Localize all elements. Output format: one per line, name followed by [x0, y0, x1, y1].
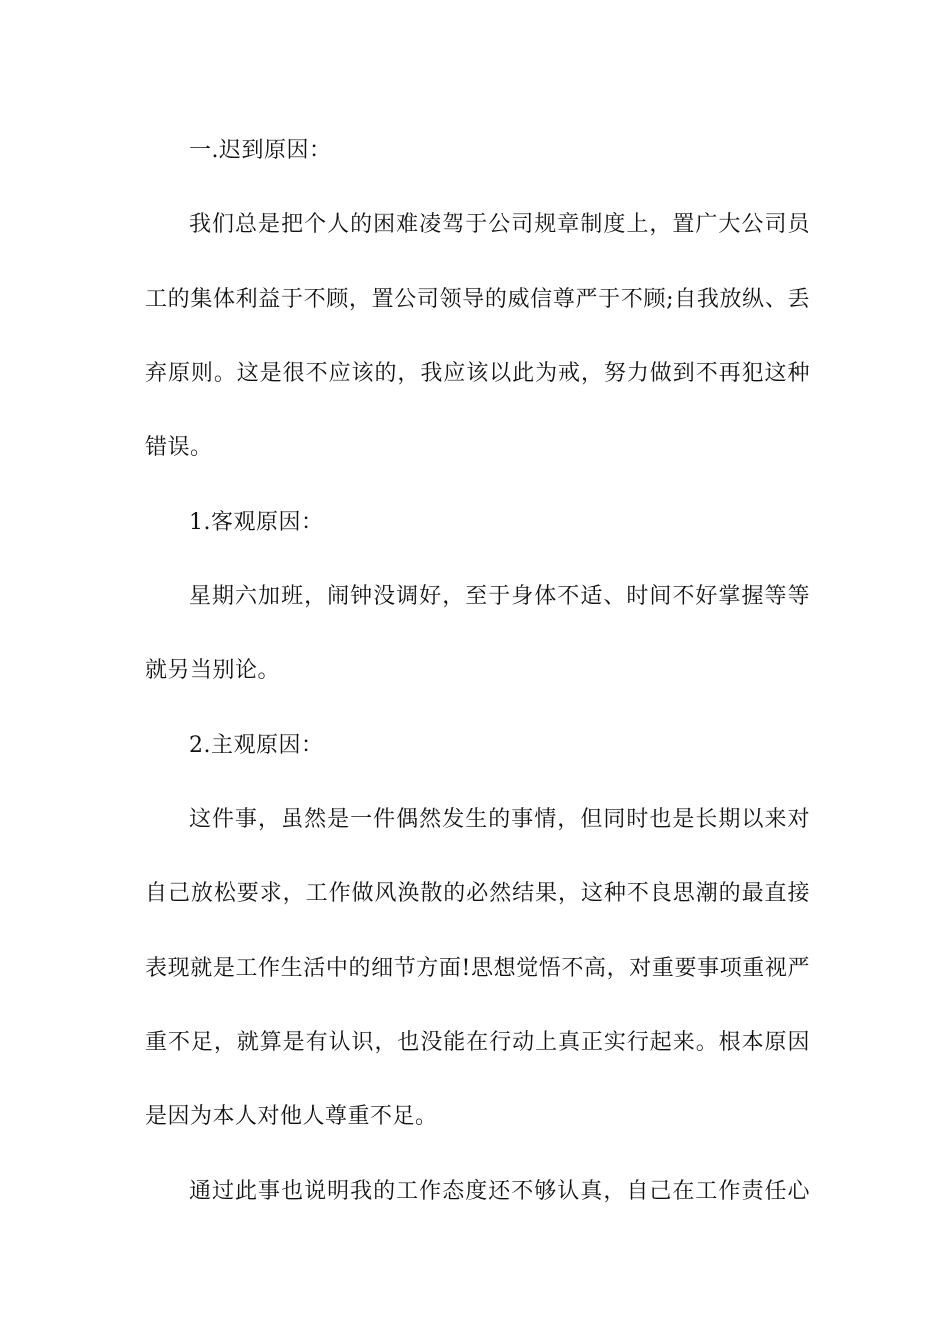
- paragraph-line: 工的集体利益于不顾，置公司领导的威信尊严于不顾;自我放纵、丢: [145, 287, 810, 312]
- heading-subjective-reason: 2.主观原因：: [189, 733, 324, 758]
- paragraph-line: 我们总是把个人的困难凌驾于公司规章制度上，置广大公司员: [189, 212, 810, 237]
- heading-objective-reason: 1.客观原因：: [189, 510, 324, 535]
- paragraph-line: 就另当别论。: [145, 658, 281, 683]
- paragraph-line: 表现就是工作生活中的细节方面!思想觉悟不高，对重要事项重视严: [145, 956, 810, 981]
- paragraph-line: 弃原则。这是很不应该的，我应该以此为戒，努力做到不再犯这种: [145, 361, 810, 386]
- paragraph-line: 星期六加班，闹钟没调好，至于身体不适、时间不好掌握等等: [189, 584, 810, 609]
- paragraph-line: 是因为本人对他人尊重不足。: [145, 1104, 438, 1129]
- paragraph-line: 重不足，就算是有认识，也没能在行动上真正实行起来。根本原因: [145, 1030, 810, 1055]
- paragraph-line: 通过此事也说明我的工作态度还不够认真，自己在工作责任心: [189, 1179, 810, 1204]
- paragraph-line: 错误。: [145, 435, 213, 460]
- paragraph-line: 自己放松要求，工作做风涣散的必然结果，这种不良思潮的最直接: [145, 881, 810, 906]
- paragraph-line: 这件事，虽然是一件偶然发生的事情，但同时也是长期以来对: [189, 807, 810, 832]
- heading-late-reason: 一.迟到原因：: [189, 138, 332, 163]
